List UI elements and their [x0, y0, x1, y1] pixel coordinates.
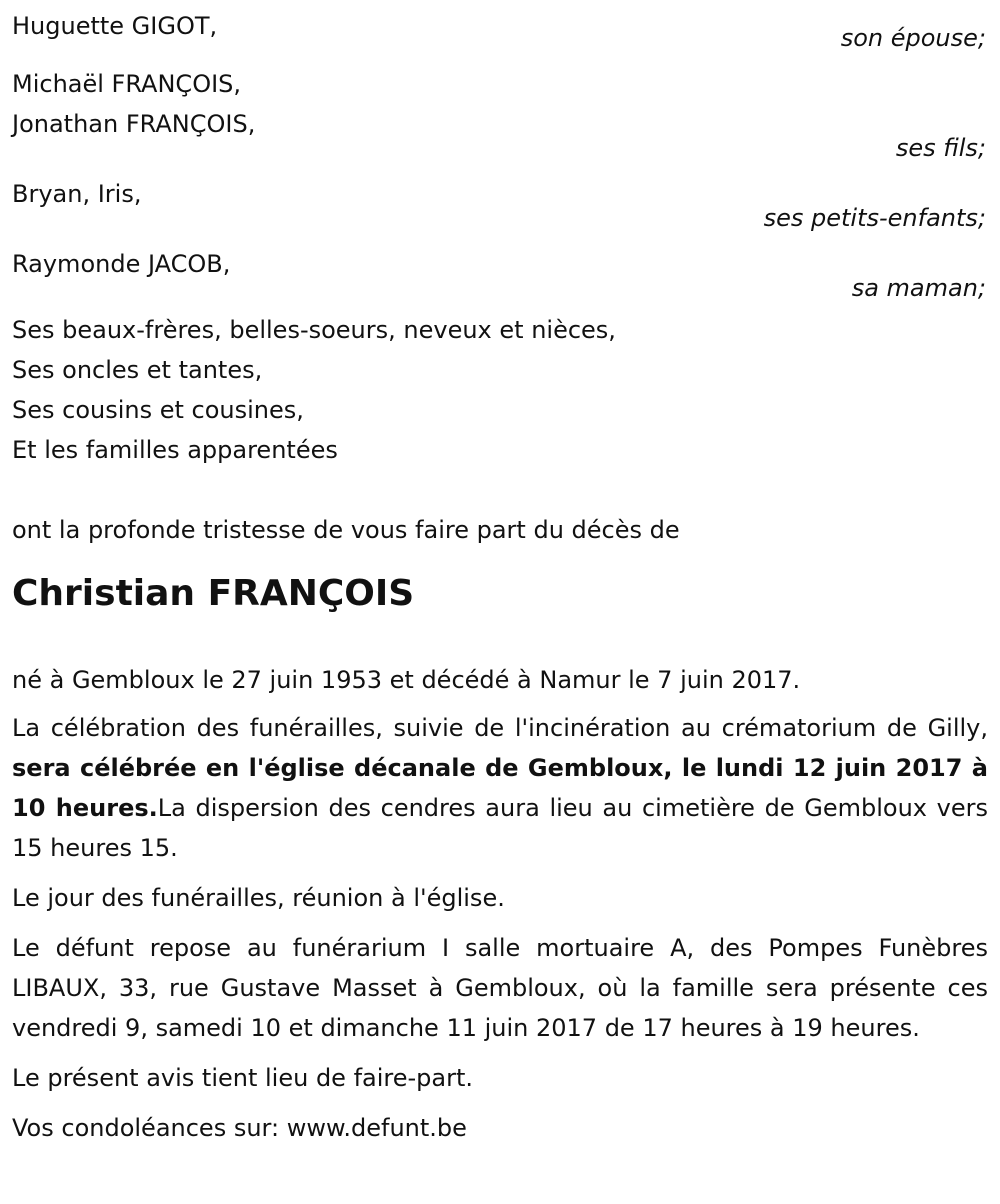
condolences-line: Vos condoléances sur: www.defunt.be — [12, 1114, 467, 1142]
spouse-role: son épouse; — [840, 24, 986, 52]
grandchildren-role: ses petits-enfants; — [763, 204, 986, 232]
family-sons — [12, 64, 988, 160]
ashes-dispersion: La dispersion des cendres aura lieu au cimetière de Gembloux vers 15 heures 15. — [12, 794, 988, 862]
others-line-1: Ses beaux-frères, belles-soeurs, neveux et nièces, — [12, 316, 616, 344]
son-name-1: Michaël FRANÇOIS, — [12, 70, 242, 98]
sons-role: ses fils; — [895, 134, 986, 162]
others-line-4: Et les familles apparentées — [12, 436, 338, 464]
notice-line: Le présent avis tient lieu de faire-part. — [12, 1064, 474, 1092]
others-line-3: Ses cousins et cousines, — [12, 396, 304, 424]
others-line-2: Ses oncles et tantes, — [12, 356, 263, 384]
announcement-text: ont la profonde tristesse de vous faire part du décès de — [12, 516, 680, 544]
funeral-ceremony-bold: sera célébrée en l'église décanale de Gembloux, le lundi 12 juin 2017 à 10 heures. — [12, 754, 988, 822]
funeral-paragraph — [12, 708, 988, 868]
meeting-line: Le jour des funérailles, réunion à l'église. — [12, 884, 505, 912]
mother-name: Raymonde JACOB, — [12, 250, 231, 278]
spouse-name: Huguette GIGOT, — [12, 12, 218, 40]
family-mother — [12, 244, 988, 300]
grandchildren-names: Bryan, Iris, — [12, 180, 142, 208]
son-name-2: Jonathan FRANÇOIS, — [12, 110, 256, 138]
funeral-intro: La célébration des funérailles, suivie de l'incinération au crématorium de Gilly, — [12, 714, 988, 742]
family-others — [12, 310, 988, 470]
birth-death-line: né à Gembloux le 27 juin 1953 et décédé à Namur le 7 juin 2017. — [12, 666, 801, 694]
family-grandchildren — [12, 174, 988, 230]
repose-paragraph: Le défunt repose au funérarium I salle mortuaire A, des Pompes Funèbres LIBAUX, 33, rue Gustave Masset à Gembloux, où la famille sera présente ces vendredi 9, samedi 10 et dimanche 11 juin 2017 de 17 heures à 19 heures. — [12, 934, 988, 1042]
mother-role: sa maman; — [851, 274, 986, 302]
family-spouse — [12, 0, 988, 50]
deceased-name: Christian FRANÇOIS — [12, 573, 415, 614]
